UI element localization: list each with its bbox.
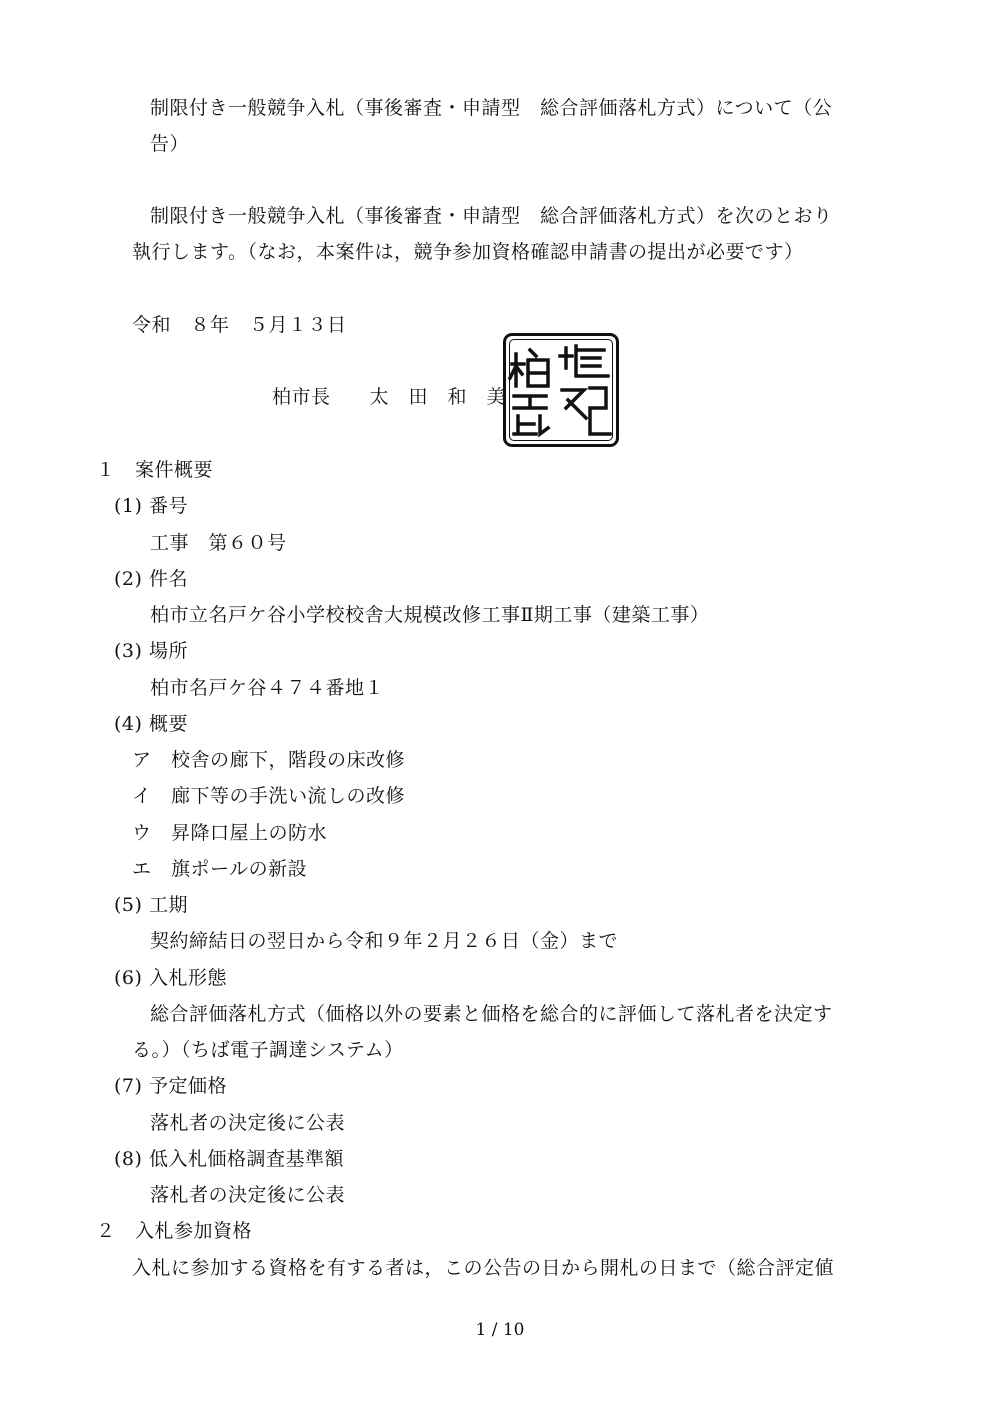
item-place-label: (3) 場所 (114, 640, 188, 662)
section-2-heading: ２ 入札参加資格 (96, 1220, 253, 1242)
title-line-1: 制限付き一般競争入札（事後審査・申請型 総合評価落札方式）について（公 (150, 97, 833, 119)
item-bid-type-line-2: る。）（ちば電子調達システム） (132, 1039, 404, 1061)
item-planned-price-label: (7) 予定価格 (114, 1075, 227, 1097)
item-name-value: 柏市立名戸ケ谷小学校校舎大規模改修工事Ⅱ期工事（建築工事） (150, 604, 710, 626)
item-place-value: 柏市名戸ケ谷４７４番地１ (150, 677, 385, 699)
page-number: 1 / 10 (475, 1320, 525, 1340)
title-line-2: 告） (150, 133, 190, 155)
signer-name: 柏市長 太 田 和 美 (272, 386, 507, 408)
summary-item: エ 旗ポールの新設 (132, 858, 308, 880)
item-period-label: (5) 工期 (114, 894, 188, 916)
notice-date: 令和 ８年 ５月１３日 (132, 314, 347, 336)
seal-glyphs-icon (506, 336, 616, 444)
summary-item: ウ 昇降口屋上の防水 (132, 822, 328, 844)
summary-item: ア 校舎の廊下，階段の床改修 (132, 749, 406, 771)
item-number-label: (1) 番号 (114, 495, 188, 517)
item-low-price-value: 落札者の決定後に公表 (150, 1184, 346, 1206)
item-low-price-label: (8) 低入札価格調査基準額 (114, 1148, 344, 1170)
section-1-heading: １ 案件概要 (96, 459, 214, 481)
intro-line-2: 執行します。（なお，本案件は，競争参加資格確認申請書の提出が必要です） (132, 241, 804, 263)
item-bid-type-line-1: 総合評価落札方式（価格以外の要素と価格を総合的に評価して落札者を決定す (150, 1003, 833, 1025)
item-bid-type-label: (6) 入札形態 (114, 967, 227, 989)
item-number-value: 工事 第６０号 (150, 532, 287, 554)
summary-item: イ 廊下等の手洗い流しの改修 (132, 785, 406, 807)
intro-line-1: 制限付き一般競争入札（事後審査・申請型 総合評価落札方式）を次のとおり (150, 205, 833, 227)
item-name-label: (2) 件名 (114, 568, 188, 590)
item-planned-price-value: 落札者の決定後に公表 (150, 1112, 346, 1134)
item-summary-label: (4) 概要 (114, 713, 188, 735)
item-period-value: 契約締結日の翌日から令和９年２月２６日（金）まで (150, 930, 619, 952)
section-2-line-1: 入札に参加する資格を有する者は，この公告の日から開札の日まで（総合評定値 (132, 1257, 835, 1279)
official-seal (503, 333, 619, 447)
